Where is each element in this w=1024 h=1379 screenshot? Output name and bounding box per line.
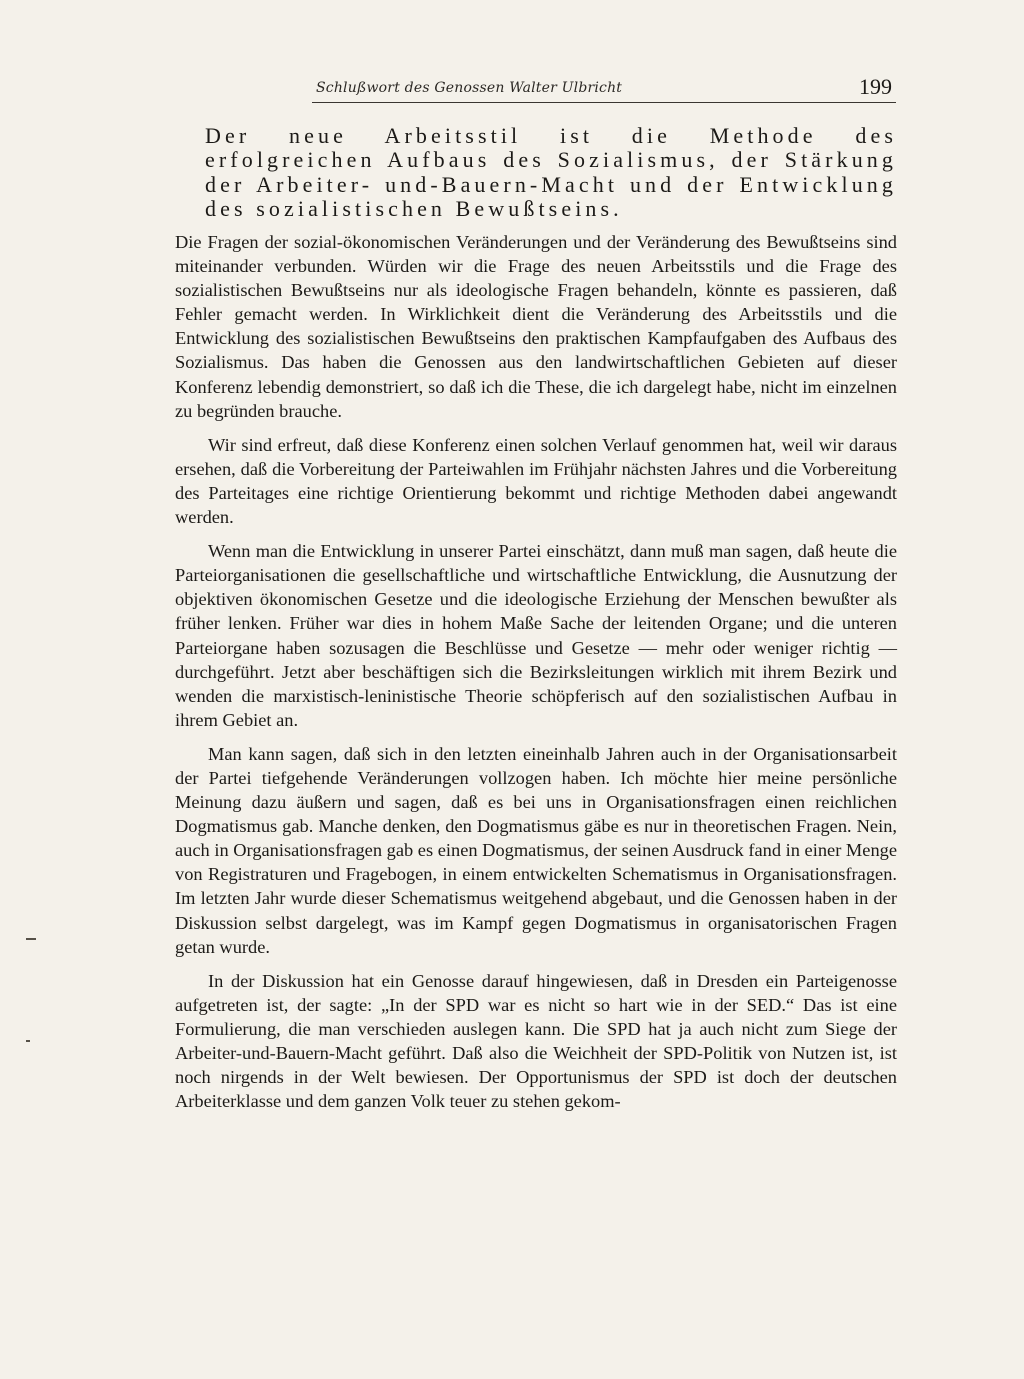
header-rule <box>312 102 896 103</box>
paragraph: In der Diskussion hat ein Genosse darauf hingewiesen, daß in Dresden ein Parteigenosse aufgetreten ist, der sagte: „In der SPD war es nicht so hart wie in der SED.“ Das ist eine Formulierung, die man verschieden auslegen kann. Die SPD hat ja auch nicht zum Siege der Arbeiter-und-Bauern-Macht geführt. Daß also die Weichheit der SPD-Politik von Nutzen ist, ist noch nirgends in der Welt bewiesen. Der Opportunismus der SPD ist doch der deutschen Arbeiterklasse und dem ganzen Volk teuer zu stehen gekom- <box>175 970 897 1112</box>
running-head <box>312 76 896 102</box>
paragraph: Man kann sagen, daß sich in den letzten eineinhalb Jahren auch in der Organisationsarbeit der Partei tiefgehende Veränderungen vollzogen haben. Ich möchte hier meine persönliche Meinung dazu äußern und sagen, daß es bei uns in Organisationsfragen einen reichlichen Dogmatismus gab. Manche denken, den Dogmatismus gäbe es nur in theoretischen Fragen. Nein, auch in Organisationsfragen gab es einen Dogmatismus, der seinen Ausdruck fand in einer Menge von Registraturen und Fragebogen, in einem entwickelten Schematismus in Organisationsfragen. Im letzten Jahr wurde dieser Schematismus weitgehend abgebaut, und die Genossen haben in der Diskussion selbst dargelegt, was im Kampf gegen Dogmatismus in organisatorischen Fragen getan wurde. <box>175 743 897 957</box>
margin-mark <box>26 1040 30 1042</box>
paragraph: Wenn man die Entwicklung in unserer Partei einschätzt, dann muß man sagen, daß heute die Parteiorganisationen die gesellschaftliche und wirtschaftliche Entwicklung, die Ausnutzung der objektiven ökonomischen Gesetze und die ideologische Erziehung der Menschen bewußter als früher lenken. Früher war dies in hohem Maße Sache der leitenden Organe; und die unteren Parteiorgane haben sozusagen die Beschlüsse und Gesetze — mehr oder weniger richtig — durchgeführt. Jetzt aber beschäftigen sich die Bezirksleitungen wirklich mit ihrem Bezirk und wenden die marxistisch-leninistische Theorie schöpferisch auf den sozialistischen Aufbau in ihrem Gebiet an. <box>175 541 897 730</box>
thesis-statement: Der neue Arbeitsstil ist die Methode des erfolgreichen Aufbaus des Sozialismus, der Stärkung der Arbeiter- und-Bauern-Macht und der Entwicklung des sozialistischen Bewußtseins. <box>205 123 897 222</box>
paragraph: Die Fragen der sozial-ökonomischen Veränderungen und der Veränderung des Bewußtseins sind miteinander verbunden. Würden wir die Frage des neuen Arbeitsstils und die Frage des sozialistischen Bewußtseins nur als ideologische Fragen behandeln, könnte es passieren, daß Fehler gemacht werden. In Wirklichkeit dient die Veränderung des Arbeitsstils und die Entwicklung des sozialistischen Bewußtseins den praktischen Kampfaufgaben des Aufbaus des Sozialismus. Das haben die Genossen aus den landwirtschaftlichen Gebieten auf dieser Konferenz lebendig demonstriert, so daß ich die These, die ich dargelegt habe, nicht im einzelnen zu begründen brauche. <box>175 232 897 421</box>
page-number: 199 <box>859 74 892 99</box>
running-title: Schlußwort des Genossen Walter Ulbricht <box>316 80 623 96</box>
paragraph: Wir sind erfreut, daß diese Konferenz einen solchen Verlauf genommen hat, weil wir daraus ersehen, daß die Vorbereitung der Parteiwahlen im Frühjahr nächsten Jahres und die Vorbereitung des Parteitages eine richtige Orientierung bekommt und richtige Methoden dabei angewandt werden. <box>175 434 897 528</box>
margin-mark <box>26 938 36 940</box>
body-text <box>175 230 897 1123</box>
